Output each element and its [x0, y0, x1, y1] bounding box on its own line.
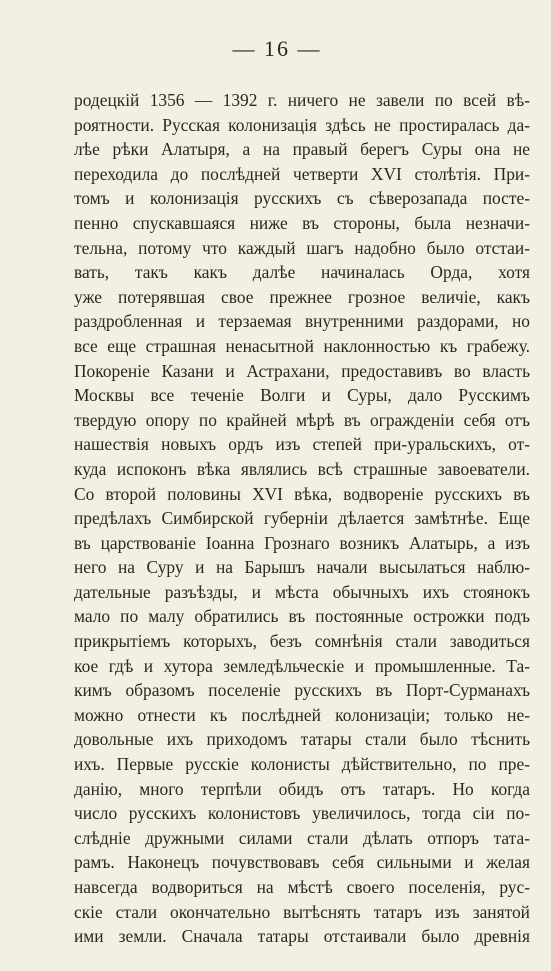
text-line: нашествія новыхъ ордъ изъ степей при-уральскихъ, от-	[74, 434, 530, 455]
text-line: твердую опору по крайней мѣрѣ въ огражденіи себя отъ	[74, 409, 530, 430]
text-line: все еще страшная ненасытной наклонностью къ грабежу.	[74, 335, 530, 356]
text-line: Со второй половины XVI вѣка, водвореніе русскихъ въ	[74, 483, 530, 504]
text-line: уже потерявшая свое прежнее грозное величіе, какъ	[74, 286, 530, 307]
text-line: пенно спускавшаяся ниже въ стороны, была незначи-	[74, 212, 530, 233]
text-line: ихъ. Первые русскіе колонисты дѣйствительно, по пре-	[74, 754, 530, 775]
text-line: слѣдніе дружными силами стали дѣлать отпоръ тата-	[74, 827, 530, 848]
text-line: вать, такъ какъ далѣе начиналась Орда, хотя	[74, 262, 530, 283]
text-line: Москвы все теченіе Волги и Суры, дало Русскимъ	[74, 385, 530, 406]
text-line: число русскихъ колонистовъ увеличилось, тогда сіи по-	[74, 803, 530, 824]
text-line: родецкій 1356 — 1392 г. ничего не завели по всей вѣ-	[74, 90, 530, 110]
text-line: томъ и колонизація русскихъ съ сѣверозапада посте-	[74, 188, 530, 209]
text-line: можно отнести къ послѣдней колонизаціи; только не-	[74, 704, 530, 725]
text-line: довольные ихъ приходомъ татары стали было тѣснить	[74, 729, 530, 750]
text-line: мало по малу обратились въ постоянные острожки подъ	[74, 606, 530, 627]
text-line: тельна, потому что каждый шагъ надобно было отстаи-	[74, 237, 530, 258]
text-line: ими земли. Сначала татары отстаивали было древнія	[74, 926, 530, 947]
text-line: скіе стали окончательно вытѣснять татаръ изъ занятой	[74, 901, 530, 922]
text-line: переходила до послѣдней четверти XVI столѣтія. При-	[74, 163, 530, 184]
text-line: дательные разъѣзды, и мѣста обычныхъ ихъ стоянокъ	[74, 581, 530, 602]
text-line: прикрытіемъ которыхъ, безъ сомнѣнія стали заводиться	[74, 631, 530, 652]
text-line: Покореніе Казани и Астрахани, предоставивъ во власть	[74, 360, 530, 381]
text-line: рамъ. Наконецъ почувствовавъ себя сильными и желая	[74, 852, 530, 873]
text-line: роятности. Русская колонизація здѣсь не простиралась да-	[74, 114, 530, 135]
text-line: навсегда водвориться на мѣстѣ своего поселенія, рус-	[74, 877, 530, 897]
text-line: куда испоконъ вѣка являлись всѣ страшные завоеватели.	[74, 458, 530, 479]
text-line: кое гдѣ и хутора земледѣльческіе и промышленные. Та-	[74, 655, 530, 676]
text-line: раздробленная и терзаемая внутренними раздорами, но	[74, 311, 530, 332]
text-line: предѣлахъ Симбирской губерніи дѣлается замѣтнѣе. Еще	[74, 508, 530, 529]
page-number: — 16 —	[232, 36, 322, 61]
text-line: лѣе рѣки Алатыря, а на правый берегъ Суры она не	[74, 139, 530, 160]
text-line: кимъ образомъ поселеніе русскихъ въ Порт-Сурманахъ	[74, 680, 530, 701]
body-text	[74, 88, 530, 949]
text-line: него на Суру и на Барышъ начали высылаться наблю-	[74, 557, 530, 578]
text-line: въ царствованіе Іоанна Грознаго возникъ Алатырь, а изъ	[74, 532, 530, 553]
text-line: данію, много терпѣли обидъ отъ татаръ. Но когда	[74, 778, 530, 799]
